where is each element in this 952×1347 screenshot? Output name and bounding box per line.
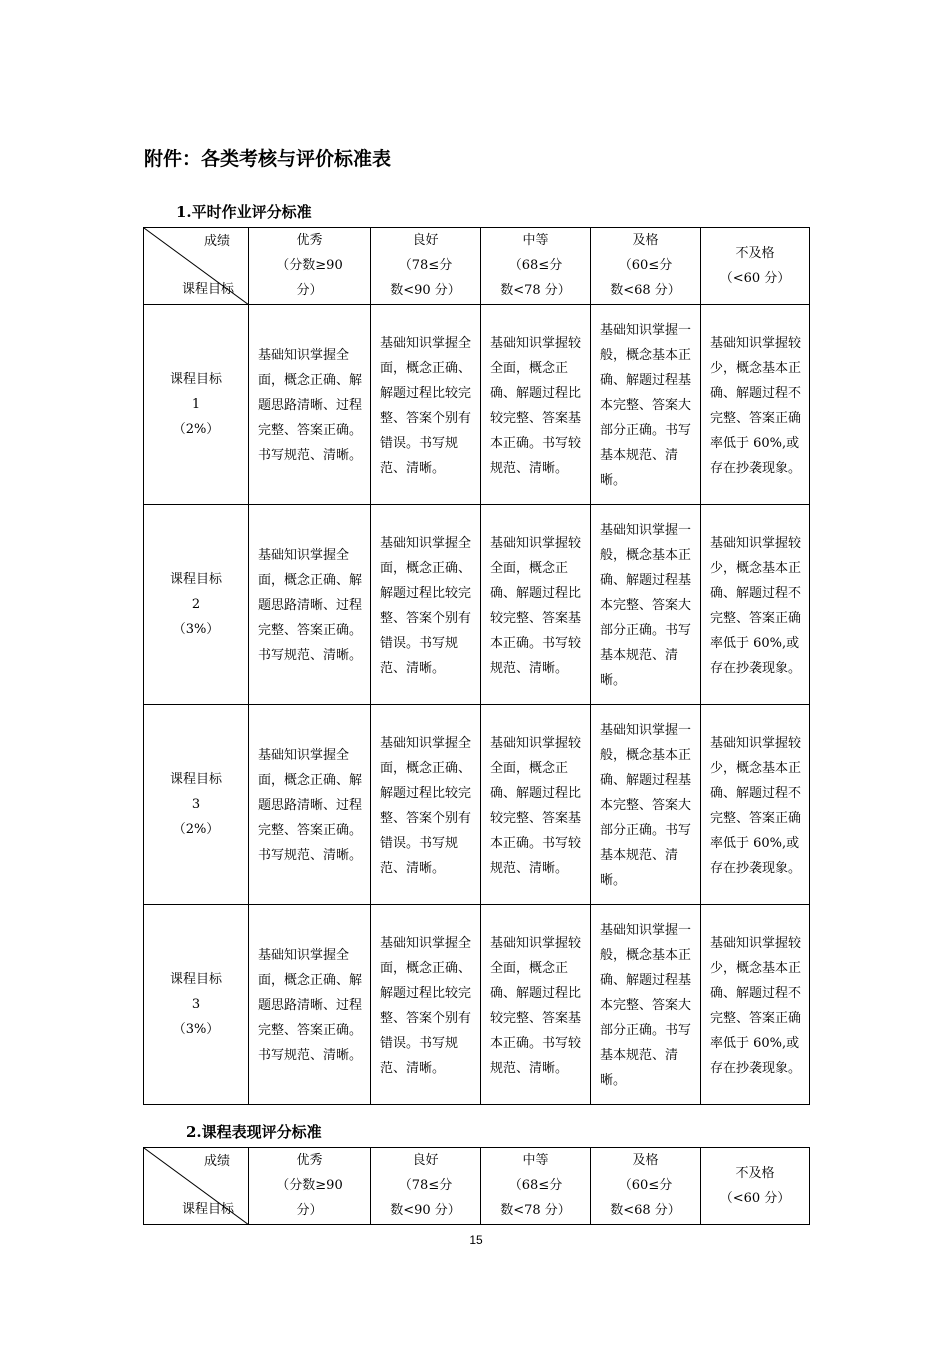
row-goal-label: 课程目标 3 （2%） bbox=[144, 705, 249, 905]
header-fail: 不及格 （<60 分） bbox=[701, 228, 810, 305]
table-row bbox=[144, 505, 810, 705]
performance-criteria-table bbox=[143, 1147, 810, 1225]
diagonal-header-cell bbox=[144, 1148, 249, 1225]
criterion-medium: 基础知识掌握较全面，概念正确、解题过程比较完整、答案基本正确。书写较规范、清晰。 bbox=[481, 305, 591, 505]
criterion-excellent: 基础知识掌握全面，概念正确、解题思路清晰、过程完整、答案正确。书写规范、清晰。 bbox=[249, 305, 371, 505]
table-row bbox=[144, 305, 810, 505]
header-pass: 及格 （60≤分 数<68 分） bbox=[591, 1148, 701, 1225]
header-medium: 中等 （68≤分 数<78 分） bbox=[481, 228, 591, 305]
header-good: 良好 （78≤分 数<90 分） bbox=[371, 228, 481, 305]
header-grade-label: 成绩 bbox=[203, 234, 230, 249]
row-goal-label: 课程目标 2 （3%） bbox=[144, 505, 249, 705]
table-header-row bbox=[144, 1148, 810, 1225]
row-goal-label: 课程目标 1 （2%） bbox=[144, 305, 249, 505]
criterion-fail: 基础知识掌握较少，概念基本正确、解题过程不完整、答案正确率低于 60%,或存在抄袭现象。 bbox=[701, 305, 810, 505]
criterion-fail: 基础知识掌握较少，概念基本正确、解题过程不完整、答案正确率低于 60%,或存在抄袭现象。 bbox=[701, 905, 810, 1105]
header-grade-label: 成绩 bbox=[203, 1154, 230, 1169]
row-goal-label: 课程目标 3 （3%） bbox=[144, 905, 249, 1105]
criterion-pass: 基础知识掌握一般，概念基本正确、解题过程基本完整、答案大部分正确。书写基本规范、清晰。 bbox=[591, 305, 701, 505]
header-excellent: 优秀 （分数≥90 分） bbox=[249, 228, 371, 305]
table-row bbox=[144, 905, 810, 1105]
section-heading-homework: 1.平时作业评分标准 bbox=[176, 203, 312, 221]
header-fail: 不及格 （<60 分） bbox=[701, 1148, 810, 1225]
header-excellent: 优秀 （分数≥90 分） bbox=[249, 1148, 371, 1225]
criterion-fail: 基础知识掌握较少，概念基本正确、解题过程不完整、答案正确率低于 60%,或存在抄袭现象。 bbox=[701, 505, 810, 705]
criterion-medium: 基础知识掌握较全面，概念正确、解题过程比较完整、答案基本正确。书写较规范、清晰。 bbox=[481, 905, 591, 1105]
criterion-good: 基础知识掌握全面，概念正确、解题过程比较完整、答案个别有错误。书写规范、清晰。 bbox=[371, 305, 481, 505]
table-header-row bbox=[144, 228, 810, 305]
criterion-excellent: 基础知识掌握全面，概念正确、解题思路清晰、过程完整、答案正确。书写规范、清晰。 bbox=[249, 905, 371, 1105]
header-pass: 及格 （60≤分 数<68 分） bbox=[591, 228, 701, 305]
criterion-medium: 基础知识掌握较全面，概念正确、解题过程比较完整、答案基本正确。书写较规范、清晰。 bbox=[481, 705, 591, 905]
criterion-fail: 基础知识掌握较少，概念基本正确、解题过程不完整、答案正确率低于 60%,或存在抄袭现象。 bbox=[701, 705, 810, 905]
header-goal-label: 课程目标 bbox=[182, 282, 235, 297]
criterion-good: 基础知识掌握全面，概念正确、解题过程比较完整、答案个别有错误。书写规范、清晰。 bbox=[371, 705, 481, 905]
criterion-medium: 基础知识掌握较全面，概念正确、解题过程比较完整、答案基本正确。书写较规范、清晰。 bbox=[481, 505, 591, 705]
criterion-excellent: 基础知识掌握全面，概念正确、解题思路清晰、过程完整、答案正确。书写规范、清晰。 bbox=[249, 505, 371, 705]
header-medium: 中等 （68≤分 数<78 分） bbox=[481, 1148, 591, 1225]
diagonal-header-cell bbox=[144, 228, 249, 305]
criterion-pass: 基础知识掌握一般，概念基本正确、解题过程基本完整、答案大部分正确。书写基本规范、清晰。 bbox=[591, 905, 701, 1105]
criterion-good: 基础知识掌握全面，概念正确、解题过程比较完整、答案个别有错误。书写规范、清晰。 bbox=[371, 905, 481, 1105]
criterion-good: 基础知识掌握全面，概念正确、解题过程比较完整、答案个别有错误。书写规范、清晰。 bbox=[371, 505, 481, 705]
criterion-pass: 基础知识掌握一般，概念基本正确、解题过程基本完整、答案大部分正确。书写基本规范、清晰。 bbox=[591, 705, 701, 905]
section-heading-performance: 2.课程表现评分标准 bbox=[186, 1123, 322, 1141]
header-goal-label: 课程目标 bbox=[182, 1202, 235, 1217]
table-row bbox=[144, 705, 810, 905]
page-title: 附件：各类考核与评价标准表 bbox=[144, 148, 392, 170]
criterion-pass: 基础知识掌握一般，概念基本正确、解题过程基本完整、答案大部分正确。书写基本规范、清晰。 bbox=[591, 505, 701, 705]
homework-criteria-table bbox=[143, 227, 810, 1105]
criterion-excellent: 基础知识掌握全面，概念正确、解题思路清晰、过程完整、答案正确。书写规范、清晰。 bbox=[249, 705, 371, 905]
header-good: 良好 （78≤分 数<90 分） bbox=[371, 1148, 481, 1225]
page-number: 15 bbox=[469, 1233, 483, 1247]
